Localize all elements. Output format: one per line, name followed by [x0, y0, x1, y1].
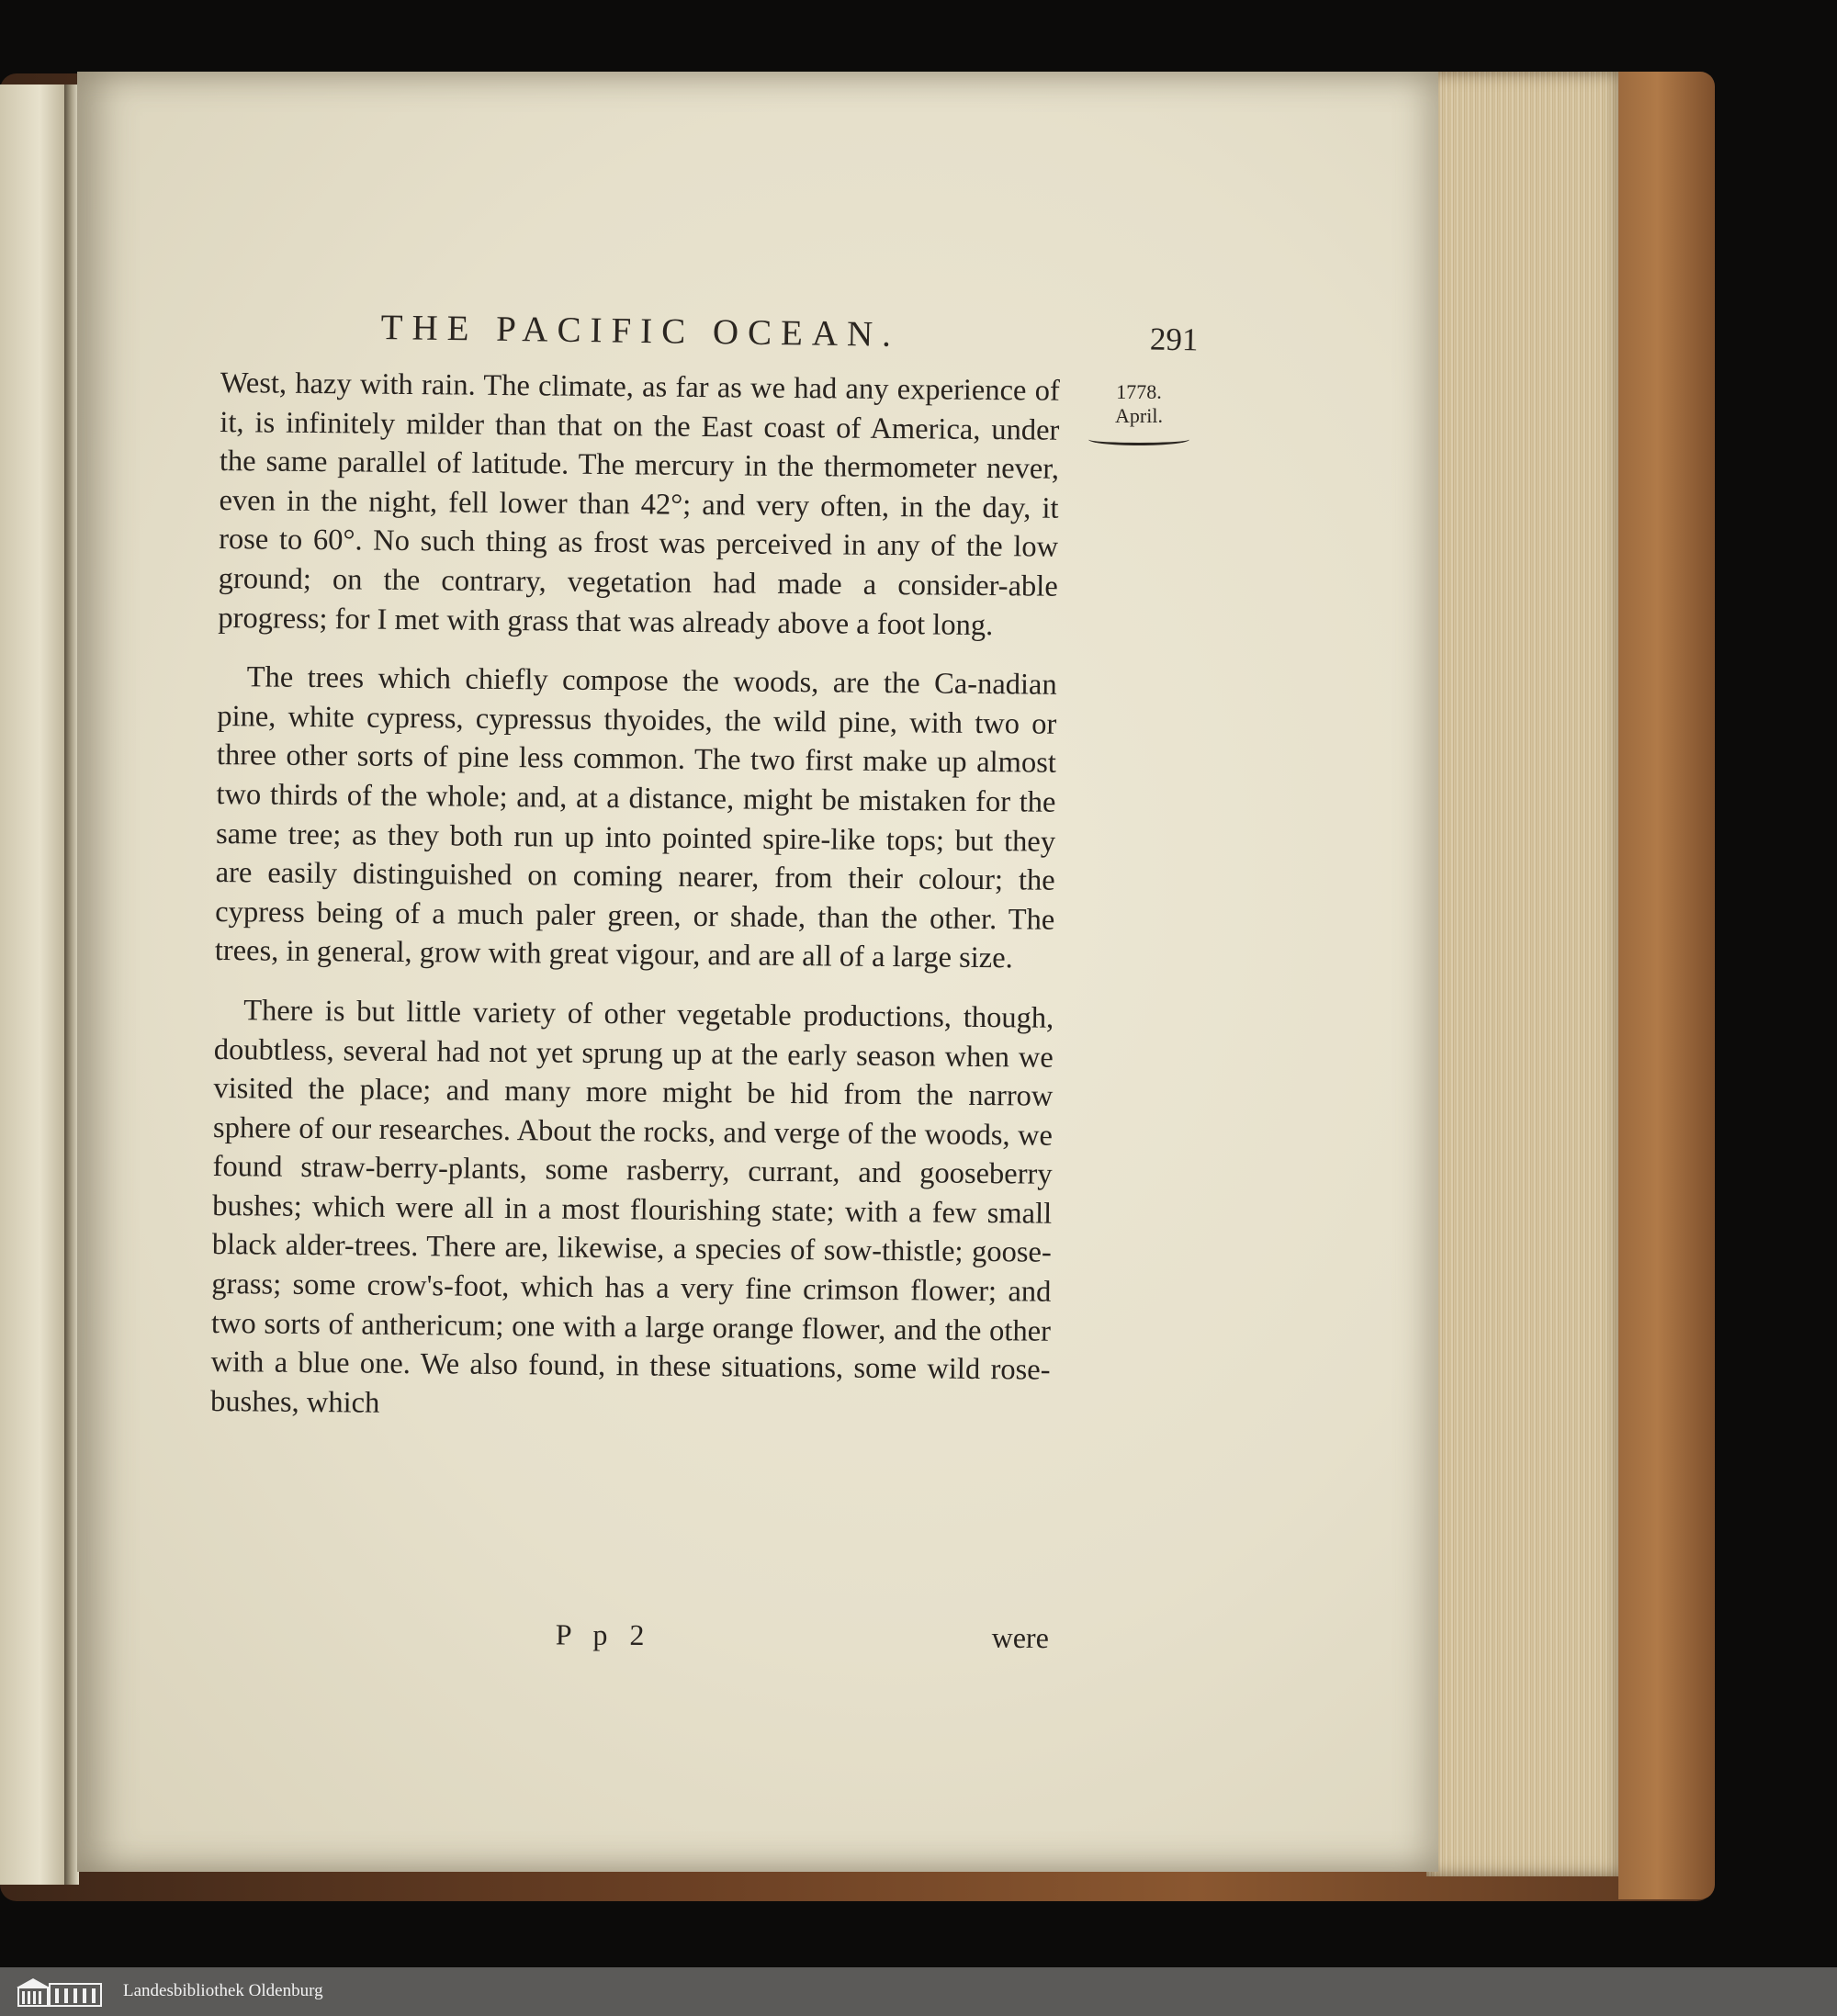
library-building-icon: [13, 1975, 105, 2010]
body-text: [210, 364, 1060, 1449]
signature-mark: P p 2: [555, 1617, 652, 1652]
page-number: 291: [1149, 321, 1199, 358]
brace-icon: [1088, 434, 1189, 445]
margin-note-month: April.: [1115, 404, 1163, 427]
footer-institution: Landesbibliothek Oldenburg: [123, 1981, 323, 2000]
paragraph-3: There is but little variety of other vegetable productions, though, doubtless, several had not yet sprung up at the early season when we visited the place; and many more might be hid from the narrow sphere of our researches. About the rocks, and verge of the woods, we found straw-berry-plants, some rasberry, currant, and gooseberry bushes; which were all in a most flourishing state; with a few small black alder-trees. There are, likewise, a species of sow-thistle; goose-grass; some crow's-foot, which has a very fine crimson flower; and two sorts of anthericum; one with a large orange flower, and the other with a blue one. We also found, in these situations, some wild rose-bushes, which: [209, 994, 1054, 1420]
left-page-edge: [0, 84, 68, 1885]
margin-note-year: 1778.: [1116, 380, 1162, 403]
paragraph-2: The trees which chiefly compose the woods, are the Ca-nadian pine, white cypress, cypressus thyoides, the wild pine, with two or three other sorts of pine less common. The two first make up almost two thirds of the whole; and, at a distance, might be mistaken for the same tree; as they both run up into pointed spire-like tops; but they are easily distinguished on coming nearer, from their colour; the cypress being of a much paler green, or shade, than the other. The trees, in general, grow with great vigour, and are all of a large size.: [214, 660, 1057, 975]
paragraph-1: West, hazy with rain. The climate, as far as we had any experience of it, is infinitely milder than that on the East coast of America, under the same parallel of latitude. The mercury in the thermometer never, even in the night, fell lower than 42°; and very often, in the day, it rose to 60°. No such thing as frost was perceived in any of the low ground; on the contrary, vegetation had made a consider-able progress; for I met with grass that was already above a foot long.: [218, 366, 1060, 642]
running-head: THE PACIFIC OCEAN.: [380, 307, 901, 355]
margin-note: [1084, 380, 1194, 445]
page-block-edges: [1426, 72, 1623, 1876]
book-board-right: [1618, 72, 1715, 1899]
catchword: were: [991, 1620, 1049, 1655]
footer-bar: [0, 1967, 1837, 2016]
